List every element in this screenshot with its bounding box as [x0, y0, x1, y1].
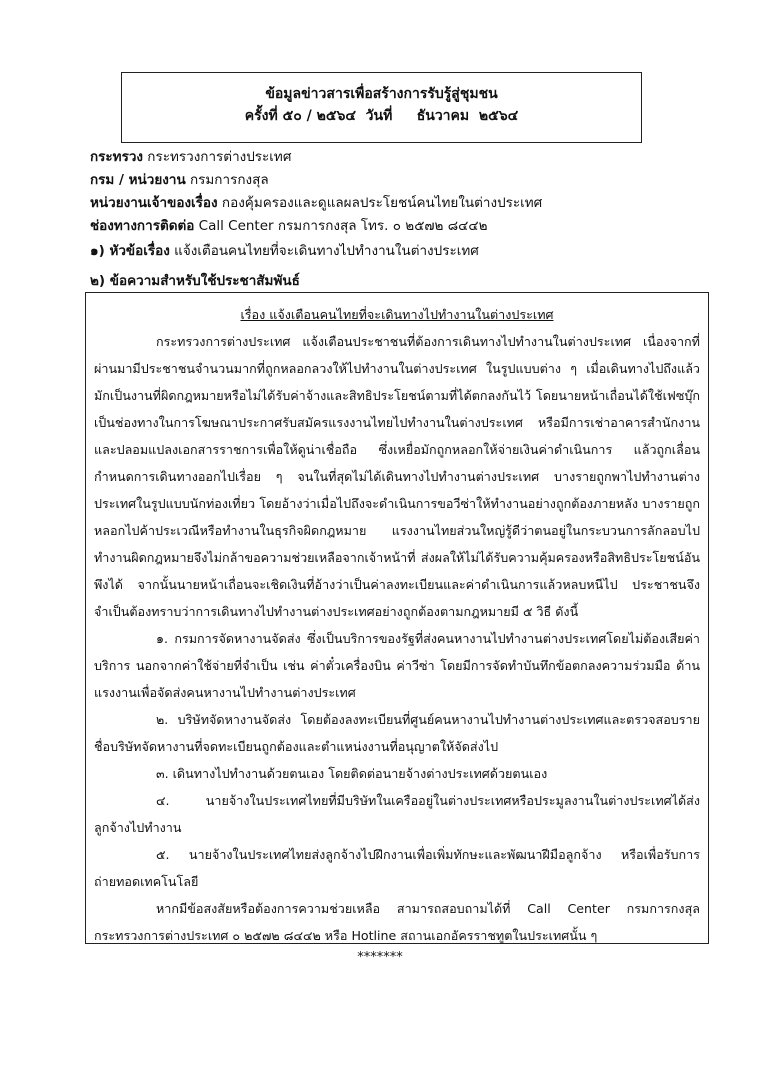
header-title: ข้อมูลข่าวสารเพื่อสร้างการรับรู้สู่ชุมชน — [265, 86, 498, 102]
method-item-1: ๑. กรมการจัดหางานจัดส่ง ซึ่งเป็นบริการของรัฐที่ส่งคนหางานไปทำงานต่างประเทศโดยไม่ต้องเสียค่าบริการ นอกจากค่าใช้จ่ายที่จำเป็น เช่น ค่าตั๋วเครื่องบิน ค่าวีซ่า โดยมีการจัดทำบันทึกข้อตกลงความร่วมมือ ด้านแรงงานเพื่อจัดส่งคนหางานไปทำงานต่างประเทศ — [94, 631, 700, 700]
content-closing-paragraph: หากมีข้อสงสัยหรือต้องการความช่วยเหลือ สามารถสอบถามได้ที่ Call Center กรมการกงสุล กระทรวงการต่างประเทศ ๐ ๒๕๗๒ ๘๔๔๒ หรือ Hotline สถานเอกอัครราชทูตในประเทศนั้น ๆ — [94, 901, 700, 943]
meta-owner-row — [90, 192, 710, 215]
pr-content-box — [85, 292, 709, 944]
method-item-4: ๔. นายจ้างในประเทศไทยที่มีบริษัทในเครืออยู่ในต่างประเทศหรือประมูลงานในต่างประเทศได้ส่งลูกจ้างไปทำงาน — [94, 793, 700, 835]
owner-label: หน่วยงานเจ้าของเรื่อง — [90, 195, 218, 211]
method-item-3: ๓. เดินทางไปทำงานด้วยตนเอง โดยติดต่อนายจ้างต่างประเทศด้วยตนเอง — [156, 766, 548, 781]
section-topic — [90, 240, 479, 263]
content-subject: เรื่อง แจ้งเตือนคนไทยที่จะเดินทางไปทำงานในต่างประเทศ — [240, 307, 554, 322]
meta-department-row — [90, 169, 710, 192]
section-pr-heading: ๒) ข้อความสำหรับใช้ประชาสัมพันธ์ — [90, 273, 300, 289]
department-label: กรม / หน่วยงาน — [90, 172, 186, 188]
method-item-5: ๕. นายจ้างในประเทศไทยส่งลูกจ้างไปฝึกงานเพื่อเพิ่มทักษะและพัฒนาฝีมือลูกจ้าง หรือเพื่อรับการถ่ายทอดเทคโนโลยี — [94, 847, 700, 889]
method-item-2: ๒. บริษัทจัดหางานจัดส่ง โดยต้องลงทะเบียนที่ศูนย์คนหางานไปทำงานต่างประเทศและตรวจสอบรายชื่อบริษัทจัดหางานที่จดทะเบียนถูกต้องและตำแหน่งงานที่อนุญาตให้จัดส่งไป — [94, 712, 700, 754]
department-value: กรมการกงสุล — [189, 172, 269, 188]
ministry-label: กระทรวง — [90, 149, 143, 165]
contact-value: Call Center กรมการกงสุล โทร. ๐ ๒๕๗๒ ๘๔๔๒ — [198, 218, 488, 234]
topic-label: ๑) หัวข้อเรื่อง — [90, 243, 170, 259]
contact-label: ช่องทางการติดต่อ — [90, 218, 195, 234]
meta-contact-row — [90, 215, 710, 238]
content-intro-paragraph: กระทรวงการต่างประเทศ แจ้งเตือนประชาชนที่ต้องการเดินทางไปทำงานในต่างประเทศ เนื่องจากที่ผ่านมามีประชาชนจำนวนมากที่ถูกหลอกลวงให้ไปทำงานในต่างประเทศ ในรูปแบบต่าง ๆ เมื่อเดินทางไปถึงแล้วมักเป็นงานที่ผิดกฎหมายหรือไม่ได้รับค่าจ้างและสิทธิประโยชน์ตามที่ได้ตกลงกันไว้ โดยนายหน้าเถื่อนได้ใช้เฟซบุ๊กเป็นช่องทางในการโฆษณาประกาศรับสมัครแรงงานไทยไปทำงานในต่างประเทศ หรือมีการเช่าอาคารสำนักงานและปลอมแปลงเอกสารราชการเพื่อให้ดูน่าเชื่อถือ ซึ่งเหยื่อมักถูกหลอกให้จ่ายเงินค่าดำเนินการ แล้วถูกเลื่อนกำหนดการเดินทางออกไปเรื่อย ๆ จนในที่สุดไม่ได้เดินทางไปทำงานต่างประเทศ บางรายถูกพาไปทำงานต่างประเทศในรูปแบบนักท่องเที่ยว โดยอ้างว่าเมื่อไปถึงจะดำเนินการขอวีซ่าให้ทำงานอย่างถูกต้องภายหลัง บางรายถูกหลอกไปค้าประเวณีหรือทำงานในธุรกิจผิดกฎหมาย แรงงานไทยส่วนใหญ่รู้ดีว่าตนอยู่ในกระบวนการลักลอบไปทำงานผิดกฎหมายจึงไม่กล้าขอความช่วยเหลือจากเจ้าหน้าที่ ส่งผลให้ไม่ได้รับความคุ้มครองหรือสิทธิประโยชน์อันพึงได้ จากนั้นนายหน้าเถื่อนจะเชิดเงินที่อ้างว่าเป็นค่าลงทะเบียนและค่าดำเนินการแล้วหลบหนีไป ประชาชนจึงจำเป็นต้องทราบว่าการเดินทางไปทำงานต่างประเทศอย่างถูกต้องตามกฎหมายมี ๕ วิธี ดังนี้ — [94, 334, 700, 619]
meta-block — [90, 146, 710, 238]
meta-ministry-row — [90, 146, 710, 169]
footer-mark: ******* — [357, 950, 403, 965]
header-issue-line: ครั้งที่ ๕๐ / ๒๕๖๔ วันที่ ธันวาคม ๒๕๖๔ — [244, 108, 519, 124]
ministry-value: กระทรวงการต่างประเทศ — [147, 149, 292, 165]
topic-value: แจ้งเตือนคนไทยที่จะเดินทางไปทำงานในต่างประเทศ — [174, 243, 479, 259]
header-box — [121, 72, 642, 143]
owner-value: กองคุ้มครองและดูแลผลประโยชน์คนไทยในต่างประเทศ — [221, 195, 543, 211]
